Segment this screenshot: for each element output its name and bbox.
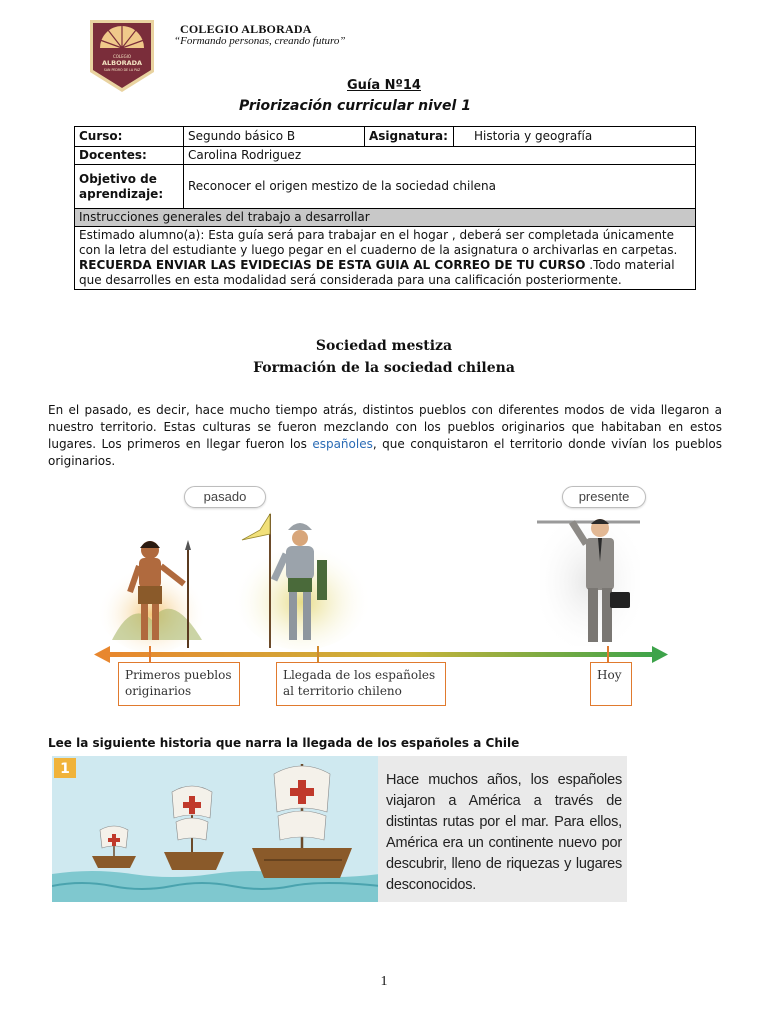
intro-text-2: , que conquistaron el territorio donde vivían los pueblos originarios. — [48, 437, 722, 468]
intro-paragraph — [48, 402, 722, 470]
native-figure — [97, 540, 207, 653]
guide-subtitle: Priorización curricular nivel 1 — [239, 98, 471, 114]
instrucciones-text-1: Estimado alumno(a): Esta guía será para trabajar en el hogar , deberá ser completada únicamente con la letra del estudiante y luego pegar en el cuaderno de la asignatura o archivarlas en carpetas. — [79, 228, 678, 257]
conquistador-figure — [232, 514, 372, 650]
present-label-pill: presente — [562, 486, 646, 508]
intro-highlight: españoles — [312, 437, 373, 451]
docentes-value: Carolina Rodriguez — [184, 147, 696, 165]
instrucciones-text-2: .Todo material que desarrolles en esta modalidad será considerada para una calificación posteriormente. — [79, 258, 675, 287]
crest-label-alborada: ALBORADA — [101, 59, 143, 67]
instrucciones-header: Instrucciones generales del trabajo a desarrollar — [75, 209, 696, 227]
objetivo-value: Reconocer el origen mestizo de la sociedad chilena — [184, 165, 696, 209]
timeline-arrow — [94, 646, 668, 663]
curso-value-text: Segundo básico B — [188, 129, 296, 143]
story-text: Hace muchos años, los españoles viajaron a América a través de distintas rutas por el mar. Para ellos, América era un continente nuevo por descubrir, lleno de riquezas y lugares desconocidos. — [386, 772, 622, 893]
past-label-pill: pasado — [184, 486, 266, 508]
crest-label-colegio: COLEGIO — [112, 54, 132, 59]
instrucciones-body — [75, 227, 696, 290]
school-motto: “Formando personas, creando futuro” — [174, 35, 346, 47]
story-intro: Lee la siguiente historia que narra la llegada de los españoles a Chile — [48, 736, 520, 750]
curso-value — [184, 127, 365, 147]
asignatura-value: Historia y geografía — [454, 127, 696, 147]
timeline-illustration — [92, 500, 672, 670]
guide-info-table — [74, 126, 696, 290]
intro-text-1: En el pasado, es decir, hace mucho tiempo atrás, distintos pueblos con diferentes modos de vida llegaron a nuestro territorio. Estas culturas se fueron mezclando con los pueblos originarios que habitaban en estos lugares. Los primeros en llegar fueron los — [48, 403, 722, 451]
docentes-label: Docentes: — [75, 147, 184, 165]
timeline-box-primeros-pueblos: Primeros pueblos originarios — [118, 662, 240, 706]
guide-title: Guía Nº14 — [347, 78, 421, 93]
section-subtitle: Formación de la sociedad chilena — [253, 360, 515, 376]
page-number: 1 — [380, 974, 388, 989]
objetivo-label: Objetivo de aprendizaje: — [75, 165, 184, 209]
ships-illustration — [52, 756, 380, 902]
section-title: Sociedad mestiza — [315, 338, 453, 354]
asignatura-label: Asignatura: — [365, 127, 454, 147]
school-name: COLEGIO ALBORADA — [180, 22, 312, 36]
timeline-box-hoy: Hoy — [590, 662, 632, 706]
modern-man-figure — [537, 518, 640, 646]
crest-label-city: SAN PEDRO DE LA PAZ — [103, 68, 141, 72]
timeline-box-llegada-espanoles: Llegada de los españoles al territorio chileno — [276, 662, 446, 706]
instrucciones-bold-text: RECUERDA ENVIAR LAS EVIDECIAS DE ESTA GUIA AL CORREO DE TU CURSO — [79, 258, 586, 272]
story-number: 1 — [60, 761, 70, 777]
curso-label: Curso: — [75, 127, 184, 147]
